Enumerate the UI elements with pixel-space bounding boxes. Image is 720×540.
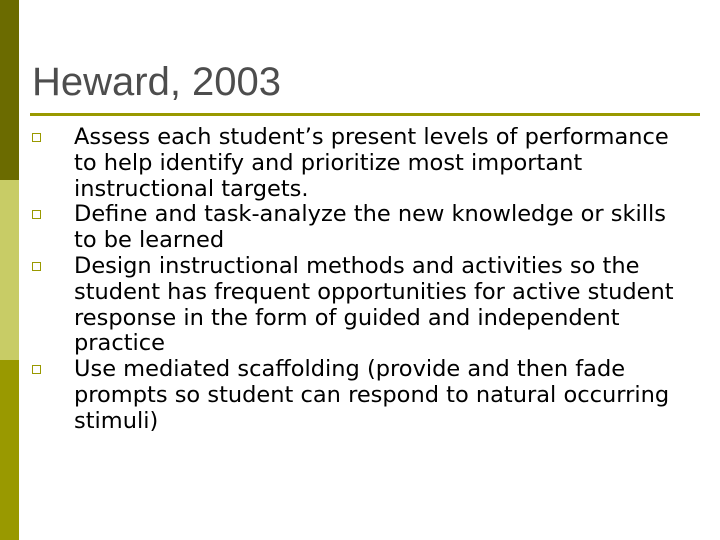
title-underline — [30, 113, 700, 116]
sidebar-stripe-top — [0, 0, 19, 180]
hollow-square-icon — [32, 365, 41, 374]
bullet-item — [30, 357, 690, 434]
sidebar-stripe-bottom — [0, 360, 19, 540]
bullet-text: Assess each student’s present levels of performance to help identify and prioritize most important instructional targets. — [74, 124, 669, 202]
hollow-square-icon — [32, 210, 41, 219]
bullet-list — [30, 125, 690, 435]
sidebar-stripe-middle — [0, 180, 19, 360]
hollow-square-icon — [32, 133, 41, 142]
bullet-text: Use mediated scaffolding (provide and then fade prompts so student can respond to natural occurring stimuli) — [74, 356, 670, 434]
hollow-square-icon — [32, 262, 41, 271]
bullet-item — [30, 202, 690, 254]
slide-title: Heward, 2003 — [32, 60, 282, 104]
bullet-text: Design instructional methods and activities so the student has frequent opportunities for active student response in the form of guided and independent practice — [74, 252, 674, 357]
bullet-item — [30, 254, 690, 357]
bullet-text: Define and task-analyze the new knowledge or skills to be learned — [74, 201, 667, 254]
bullet-item — [30, 125, 690, 202]
